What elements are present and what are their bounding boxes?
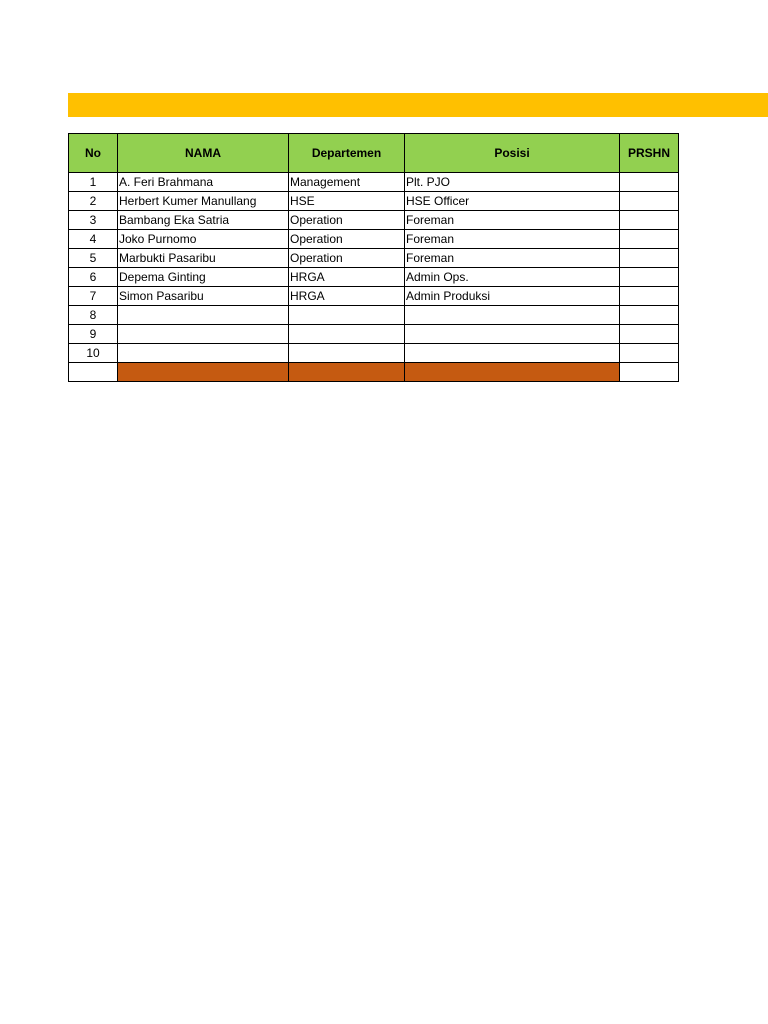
- cell-posisi[interactable]: Foreman: [405, 249, 620, 268]
- cell-departemen[interactable]: HSE: [289, 192, 405, 211]
- header-departemen: Departemen: [289, 134, 405, 173]
- total-cell-departemen[interactable]: [289, 363, 405, 382]
- cell-prshn[interactable]: [620, 173, 679, 192]
- cell-posisi[interactable]: Plt. PJO: [405, 173, 620, 192]
- header-posisi: Posisi: [405, 134, 620, 173]
- cell-posisi[interactable]: Admin Produksi: [405, 287, 620, 306]
- cell-departemen[interactable]: [289, 325, 405, 344]
- table-body: [69, 173, 679, 382]
- table-row: [69, 306, 679, 325]
- total-cell-no[interactable]: [69, 363, 118, 382]
- cell-departemen[interactable]: HRGA: [289, 287, 405, 306]
- table-row: [69, 192, 679, 211]
- cell-nama[interactable]: Herbert Kumer Manullang: [118, 192, 289, 211]
- table-row: [69, 325, 679, 344]
- cell-prshn[interactable]: [620, 306, 679, 325]
- cell-nama[interactable]: A. Feri Brahmana: [118, 173, 289, 192]
- cell-no[interactable]: 2: [69, 192, 118, 211]
- cell-posisi[interactable]: [405, 325, 620, 344]
- cell-departemen[interactable]: Management: [289, 173, 405, 192]
- table-header-row: [69, 134, 679, 173]
- cell-nama[interactable]: [118, 306, 289, 325]
- cell-posisi[interactable]: Foreman: [405, 211, 620, 230]
- cell-prshn[interactable]: [620, 268, 679, 287]
- cell-no[interactable]: 4: [69, 230, 118, 249]
- cell-prshn[interactable]: [620, 325, 679, 344]
- header-prshn: PRSHN: [620, 134, 679, 173]
- cell-departemen[interactable]: [289, 344, 405, 363]
- cell-nama[interactable]: Simon Pasaribu: [118, 287, 289, 306]
- cell-departemen[interactable]: Operation: [289, 211, 405, 230]
- cell-prshn[interactable]: [620, 344, 679, 363]
- cell-departemen[interactable]: Operation: [289, 249, 405, 268]
- cell-prshn[interactable]: [620, 249, 679, 268]
- cell-posisi[interactable]: [405, 306, 620, 325]
- cell-no[interactable]: 8: [69, 306, 118, 325]
- cell-no[interactable]: 9: [69, 325, 118, 344]
- header-no: No: [69, 134, 118, 173]
- cell-prshn[interactable]: [620, 192, 679, 211]
- total-cell-prshn[interactable]: [620, 363, 679, 382]
- cell-departemen[interactable]: [289, 306, 405, 325]
- cell-departemen[interactable]: Operation: [289, 230, 405, 249]
- table-row: [69, 249, 679, 268]
- cell-nama[interactable]: Depema Ginting: [118, 268, 289, 287]
- cell-no[interactable]: 5: [69, 249, 118, 268]
- table-row: [69, 287, 679, 306]
- cell-nama[interactable]: [118, 325, 289, 344]
- cell-departemen[interactable]: HRGA: [289, 268, 405, 287]
- cell-posisi[interactable]: Foreman: [405, 230, 620, 249]
- cell-posisi[interactable]: Admin Ops.: [405, 268, 620, 287]
- cell-posisi[interactable]: HSE Officer: [405, 192, 620, 211]
- cell-nama[interactable]: Marbukti Pasaribu: [118, 249, 289, 268]
- table-row: [69, 173, 679, 192]
- table-row: [69, 230, 679, 249]
- cell-prshn[interactable]: [620, 230, 679, 249]
- table-row: [69, 344, 679, 363]
- total-cell-posisi[interactable]: [405, 363, 620, 382]
- cell-nama[interactable]: [118, 344, 289, 363]
- header-nama: NAMA: [118, 134, 289, 173]
- cell-no[interactable]: 7: [69, 287, 118, 306]
- cell-prshn[interactable]: [620, 287, 679, 306]
- cell-nama[interactable]: Joko Purnomo: [118, 230, 289, 249]
- cell-no[interactable]: 3: [69, 211, 118, 230]
- table-row: [69, 211, 679, 230]
- cell-nama[interactable]: Bambang Eka Satria: [118, 211, 289, 230]
- cell-no[interactable]: 6: [69, 268, 118, 287]
- total-cell-nama[interactable]: [118, 363, 289, 382]
- cell-posisi[interactable]: [405, 344, 620, 363]
- total-row: [69, 363, 679, 382]
- table-row: [69, 268, 679, 287]
- header-banner: [68, 93, 768, 117]
- employee-table: [68, 133, 679, 382]
- cell-prshn[interactable]: [620, 211, 679, 230]
- cell-no[interactable]: 1: [69, 173, 118, 192]
- cell-no[interactable]: 10: [69, 344, 118, 363]
